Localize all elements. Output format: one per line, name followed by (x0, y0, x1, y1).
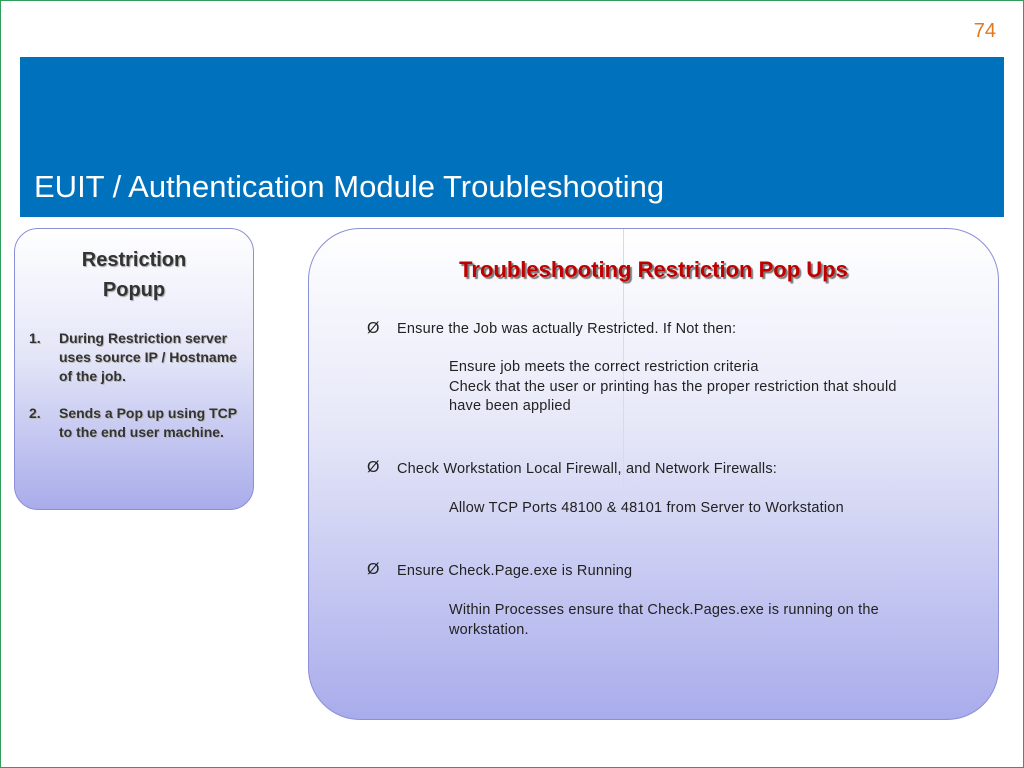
troubleshooting-title: Troubleshooting Restriction Pop Ups (459, 257, 848, 282)
list-item-number: 2. (29, 405, 41, 421)
restriction-popup-panel (14, 228, 254, 510)
left-panel-title-line1: Restriction (81, 249, 187, 271)
detail-line: Check that the user or printing has the proper restriction that should have been applied (449, 378, 897, 414)
section-heading: Ensure the Job was actually Restricted. If Not then: (397, 321, 737, 337)
detail-line: Ensure job meets the correct restriction criteria (449, 359, 759, 375)
list-item (29, 404, 249, 442)
list-item (29, 329, 249, 386)
left-panel-title (15, 245, 253, 305)
left-panel-title-line2: Popup (102, 279, 166, 301)
detail-line: Allow TCP Ports 48100 & 48101 from Server to Workstation (449, 500, 844, 516)
arrow-bullet-icon: Ø (367, 561, 380, 578)
section-detail (449, 499, 949, 519)
troubleshooting-panel (308, 228, 999, 720)
arrow-bullet-icon: Ø (367, 320, 380, 337)
slide-title: EUIT / Authentication Module Troubleshooting (34, 169, 665, 204)
list-item-text: Sends a Pop up using TCP to the end user machine. (59, 405, 237, 440)
list-item-number: 1. (29, 330, 41, 346)
section-detail (449, 358, 949, 417)
section-heading: Check Workstation Local Firewall, and Network Firewalls: (397, 461, 778, 477)
arrow-bullet-icon: Ø (367, 459, 380, 476)
title-banner (20, 57, 1004, 217)
detail-line: Within Processes ensure that Check.Pages.exe is running on the workstation. (449, 602, 879, 638)
section-detail (449, 601, 949, 640)
page-number: 74 (973, 20, 996, 42)
list-item-text: During Restriction server uses source IP / Hostname of the job. (59, 330, 237, 384)
left-panel-list (29, 329, 249, 460)
section-heading: Ensure Check.Page.exe is Running (397, 563, 633, 579)
